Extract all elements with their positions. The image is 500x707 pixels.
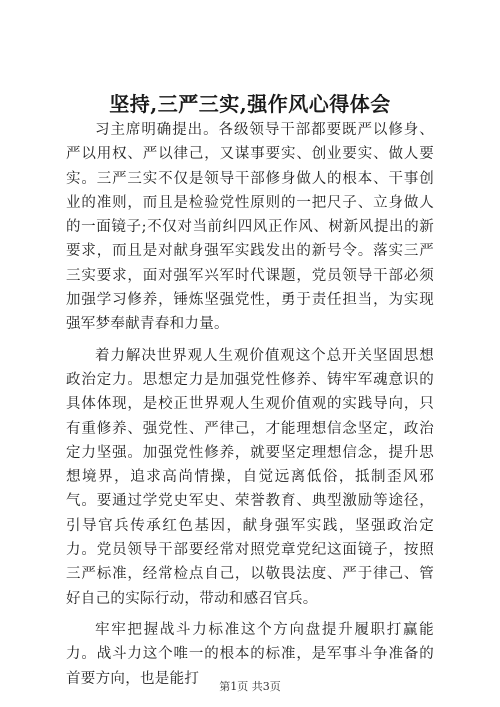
paragraph-3: 牢牢把握战斗力标准这个方向盘提升履职打赢能力。战斗力这个唯一的根本的标准，是军事斗争准备的首要方向，也是能打 <box>66 621 434 687</box>
page-number-footer: 第1页 共3页 <box>219 680 281 693</box>
page-title: 坚持,三严三实,强作风心得体会 <box>109 92 391 116</box>
document-body <box>66 118 434 691</box>
paragraph-1: 习主席明确提出。各级领导干部都要既严以修身、严以用权、严以律己，又谋事要实、创业要实、做人要实。三严三实不仅是领导干部修身做人的根本、干事创业的准则，而且是检验党性原则的一把尺子、立身做人的一面镜子;不仅对当前纠四风正作风、树新风提出的新要求，而且是对献身强军实践发出的新号令。落实三严三实要求，面对强军兴军时代课题，党员领导干部必须加强学习修养，锤炼坚强党性，勇于责任担当，为实现强军梦奉献青春和力量。 <box>66 122 434 333</box>
paragraph-2: 着力解决世界观人生观价值观这个总开关坚固思想政治定力。思想定力是加强党性修养、铸牢军魂意识的具体体现，是校正世界观人生观价值观的实践导向，只有重修养、强党性、严律己，才能理想信念坚定，政治定力坚强。加强党性修养，就要坚定理想信念，提升思想境界，追求高尚情操，自觉远离低俗，抵制歪风邪气。要通过学党史军史、荣誉教育、典型激励等途径，引导官兵传承红色基因，献身强军实践，坚强政治定力。党员领导干部要经常对照党章党纪这面镜子，按照三严标准，经常检点自己，以敬畏法度、严于律己、管好自己的实际行动，带动和感召官兵。 <box>66 347 434 607</box>
